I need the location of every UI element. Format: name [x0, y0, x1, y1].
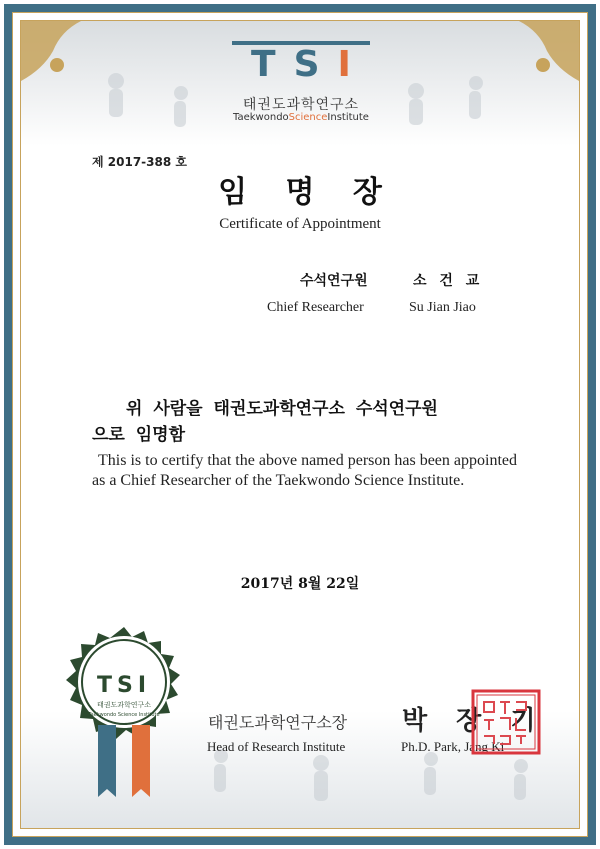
logo-korean-name: 태권도과학연구소 — [242, 97, 360, 113]
logo-en-part-a: Taekwondo — [233, 112, 289, 123]
official-stamp-icon — [470, 688, 542, 756]
logo-letter-i: I — [337, 44, 369, 85]
appointee-name-korean: 소 건 교 — [413, 273, 484, 289]
logo-letters: TS — [251, 44, 338, 85]
logo-en-part-c: Institute — [327, 112, 369, 123]
seal-english: Taekwondo Science Institute — [88, 712, 160, 718]
tsi-logo — [232, 44, 370, 85]
title-english: Certificate of Appointment — [219, 216, 381, 232]
tsi-seal-icon — [58, 625, 190, 800]
body-korean-line-1: 위 사람을 태권도과학연구소 수석연구원 — [126, 399, 438, 419]
body-korean-line-2: 으로 임명함 — [92, 425, 186, 445]
seal-letters: TSI — [96, 673, 152, 698]
signatory-title-english: Head of Research Institute — [207, 739, 346, 754]
body-english: This is to certify that the above named person has been appointed as a Chief Researcher of the Taekwondo Science Institute. — [92, 452, 517, 489]
certificate-number: 제 2017-388 호 — [92, 155, 187, 169]
logo-english-name — [212, 112, 390, 123]
position-korean: 수석연구원 — [300, 273, 368, 289]
body-korean — [92, 396, 532, 448]
title-korean: 임 명 장 — [218, 175, 396, 210]
issue-date: 2017년 8월 22일 — [240, 576, 360, 592]
seal-korean: 태권도과학연구소 — [96, 701, 152, 709]
signatory-name-korean: 박 장 기 — [402, 706, 546, 736]
position-english: Chief Researcher — [267, 300, 364, 315]
appointee-name-english: Su Jian Jiao — [409, 300, 476, 315]
signatory-title-korean: 태권도과학연구소장 — [208, 713, 348, 732]
signatory-name-english: Ph.D. Park, Jang Ki — [401, 739, 505, 754]
logo-en-part-b: Science — [288, 112, 328, 123]
